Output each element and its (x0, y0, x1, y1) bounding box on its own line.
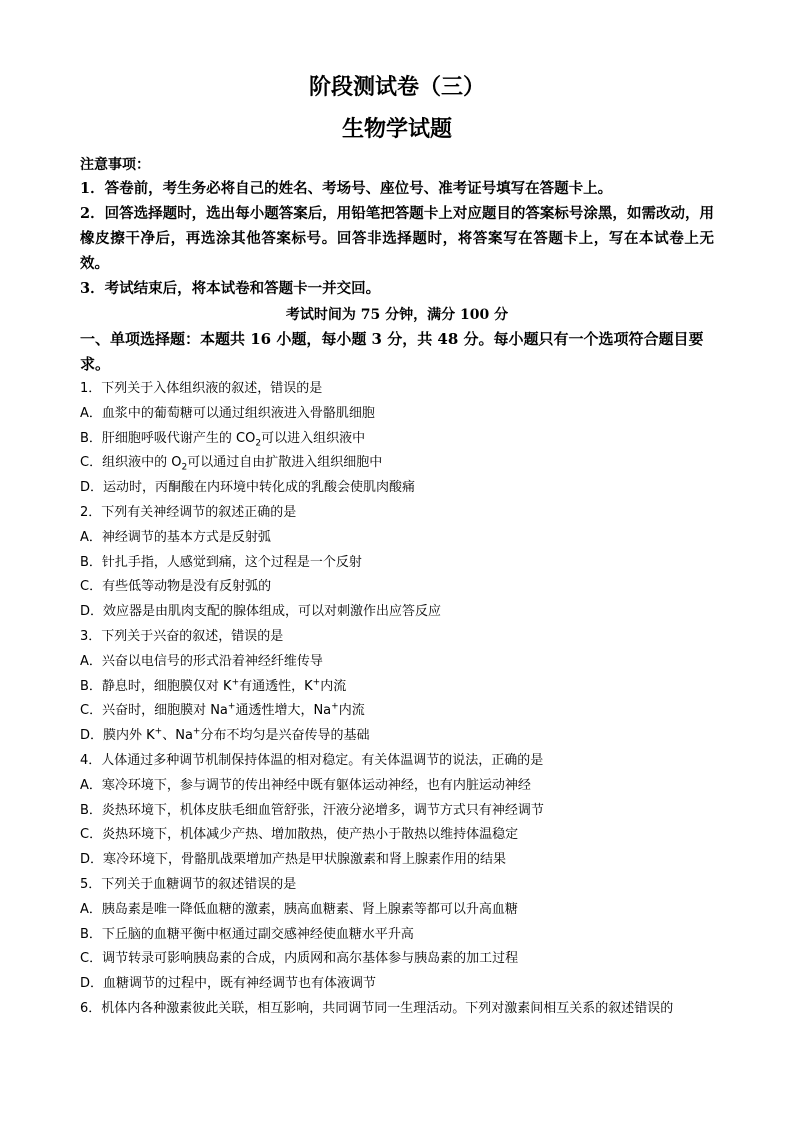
option-c (80, 699, 714, 724)
option-a: A．血浆中的葡萄糖可以通过组织液进入骨骼肌细胞 (80, 405, 375, 421)
option-text: 分布不均匀是兴奋传导的基础 (200, 728, 370, 744)
superscript: + (231, 677, 240, 688)
option-text: B．静息时，细胞膜仅对 K (80, 678, 232, 694)
notice-item-1: 1．答卷前，考生务必将自己的姓名、考场号、座位号、准考证号填写在答题卡上。 (80, 180, 613, 197)
option-d: D．寒冷环境下，骨骼肌战栗增加产热是甲状腺激素和肾上腺素作用的结果 (80, 852, 507, 868)
option-text: 、Na (162, 728, 193, 744)
option-d: D．血糖调节的过程中，既有神经调节也有体液调节 (80, 976, 377, 992)
option-d: D．运动时，丙酮酸在内环境中转化成的乳酸会使肌肉酸痛 (80, 480, 416, 496)
question-stem: 5．下列关于血糖调节的叙述错误的是 (80, 876, 297, 892)
superscript: + (312, 677, 321, 688)
option-b (80, 427, 714, 452)
subscript: 2 (255, 438, 262, 449)
option-text: D．膜内外 K (80, 728, 155, 744)
superscript: + (331, 702, 339, 713)
notice-item-2: 2．回答选择题时，选出每小题答案后，用铅笔把答题卡上对应题目的答案标号涂黑，如需改动，用橡皮擦干净后，再选涂其他答案标号。回答非选择题时，将答案写在答题卡上，写在本试卷上无效。 (80, 205, 714, 272)
option-text: 可以通过自由扩散进入组织细胞中 (187, 455, 383, 471)
option-text: B．肝细胞呼吸代谢产生的 CO (80, 430, 256, 446)
option-text: 通透性增大，Na (235, 703, 332, 719)
option-a: A．寒冷环境下，参与调节的传出神经中既有躯体运动神经，也有内脏运动神经 (80, 777, 531, 793)
superscript: + (154, 726, 163, 737)
option-b: B．炎热环境下，机体皮肤毛细血管舒张，汗液分泌增多，调节方式只有神经调节 (80, 802, 544, 818)
option-text: 内流 (320, 678, 347, 694)
question-stem: 1．下列关于入体组织液的叙述，错误的是 (80, 381, 323, 396)
option-b (80, 675, 714, 700)
notice-item-3: 3．考试结束后，将本试卷和答题卡一并交回。 (80, 280, 381, 297)
page-title: 阶段测试卷（三） (308, 74, 485, 100)
superscript: + (192, 726, 201, 737)
option-d (80, 724, 714, 749)
option-a: A．兴奋以电信号的形式沿着神经纤维传导 (80, 653, 323, 669)
option-a: A．神经调节的基本方式是反射弧 (80, 529, 271, 545)
question-6 (80, 997, 714, 1022)
option-c: C．有些低等动物是没有反射弧的 (80, 579, 272, 595)
superscript: + (227, 702, 236, 713)
option-a: A．胰岛素是唯一降低血糖的激素，胰高血糖素、肾上腺素等都可以升高血糖 (80, 901, 518, 917)
option-c: C．炎热环境下，机体减少产热、增加散热，使产热小于散热以维持体温稳定 (80, 827, 519, 843)
notice-heading: 注意事项： (80, 157, 150, 173)
option-b: B．下丘脑的血糖平衡中枢通过副交感神经使血糖水平升高 (80, 926, 414, 942)
subscript: 2 (181, 462, 188, 473)
question-4 (80, 749, 714, 873)
question-stem: 4．人体通过多种调节机制保持体温的相对稳定。有关体温调节的说法，正确的是 (80, 752, 544, 768)
option-text: C．组织液中的 O (80, 455, 182, 471)
option-c (80, 451, 714, 476)
option-c: C．调节转录可影响胰岛素的合成，内质网和高尔基体参与胰岛素的加工过程 (80, 951, 519, 967)
option-b: B．针扎手指，人感觉到痛，这个过程是一个反射 (80, 554, 362, 570)
page-subtitle: 生物学试题 (341, 116, 452, 142)
question-2 (80, 501, 714, 625)
question-stem: 3．下列关于兴奋的叙述，错误的是 (80, 628, 284, 644)
question-stem: 2．下列有关神经调节的叙述正确的是 (80, 504, 297, 520)
option-text: 内流 (338, 703, 365, 719)
option-text: C．兴奋时，细胞膜对 Na (80, 703, 228, 719)
section-heading: 一、单项选择题：本题共 16 小题，每小题 3 分，共 48 分。每小题只有一个选项符合题目要求。 (80, 330, 704, 373)
option-text: 有通透性，K (239, 678, 313, 694)
question-3 (80, 625, 714, 749)
option-d: D．效应器是由肌肉支配的腺体组成，可以对刺激作出应答反应 (80, 604, 442, 620)
question-1 (80, 377, 714, 501)
question-5 (80, 873, 714, 997)
question-stem: 6．机体内各种激素彼此关联，相互影响，共同调节同一生理活动。下列对激素间相互关系的叙述错误的 (80, 1000, 674, 1016)
option-text: 可以进入组织液中 (261, 430, 366, 446)
exam-time-info: 考试时间为 75 分钟，满分 100 分 (285, 307, 509, 323)
